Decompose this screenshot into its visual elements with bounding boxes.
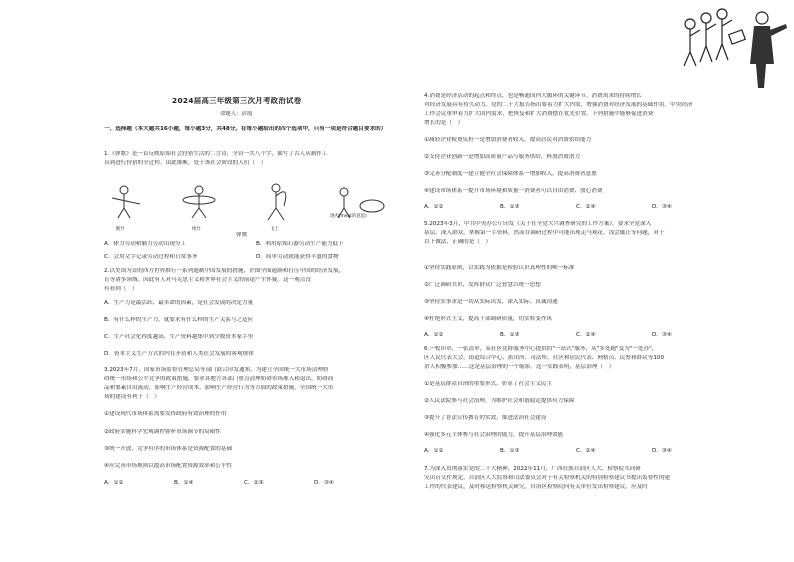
section-header: 一、选择题（本大题共16小题，每小题3分，共48分。在每小题给出的四个选项中，只有一项是符合题目要求的） — [104, 126, 387, 132]
q5-statement: ④杜绝形式主义，提高干部调研质量，切实转变作风 — [424, 316, 553, 322]
q5-stem-line: 以下做法，正确的是（ ） — [424, 239, 492, 245]
q6-stem-line: 余人积极参加……这是基层治理的一个缩影。这一实践表明，基层治理（ ） — [424, 364, 615, 370]
q3-statement: ①建设现代市场体系需要发挥政府有效治理的作用 — [104, 411, 227, 417]
q4-statement: ①减轻企业税费负担一是增加消费者收入，提高居民对消费供给能力 — [424, 137, 592, 143]
q3-statement: ④应完善市场规则以提高市场配置资源效率和公平性 — [104, 463, 233, 469]
q1-option[interactable]: C．会用文字记录劳动过程和日常事务 — [104, 254, 198, 260]
q3-stem-line: 碍统一市场和公平竞争的政策措施，要求各地方各部门重点清理妨碍市场准入和退出、妨碍商 — [104, 376, 334, 382]
q1-option[interactable]: D．简单劳动就能获得丰盛的食物 — [256, 254, 339, 260]
q5-statement: ①坚持实践原则，以实践为依据是检验认识真理性的唯一标准 — [424, 265, 575, 271]
figure-label: 飞土 — [270, 227, 279, 232]
figure-label: 断竹 — [116, 227, 125, 232]
q7-stem-line: 究出台文件规定，自治区人大监察和司法委员会对于有关检察机关的特别检察建议书提出监督性的建 — [424, 475, 671, 481]
q5-option[interactable]: D．③④ — [652, 332, 672, 338]
q4-statement: ②支持企业创新一是增加高质量产品与服务供给，释放消费潜力 — [424, 154, 581, 160]
q2-option[interactable]: A．生产力是最活跃、最革命的因素，是社会发展的决定力量 — [104, 300, 254, 306]
q6-option[interactable]: A．①② — [424, 448, 444, 454]
q1-stem-line: 具到进行狩猎的全过程。由此推断，处于该社会阶段的人们（ ） — [104, 160, 267, 166]
q4-statement: ④建设市场体系一提升市场环境和质量一消费者可以自由消费、放心消费 — [424, 188, 603, 194]
q5-stem-line: 基层、深入群众，掌握第一手资料。然而在调研过程中可能出现走马观花、浅尝辄止等问题，对于 — [424, 230, 665, 236]
q6-option[interactable]: D．③④ — [652, 448, 672, 454]
q1-stem-line: 1.《弹歌》是一首反映原始社会狩猎生活的二言诗，全诗一共八个字，描写了古人从制作工 — [104, 151, 328, 157]
q5-stem-line: 5.2023年3月，中共中央办公厅印发《关于在全党大兴调查研究的工作方案》，要求全党深入 — [424, 221, 652, 227]
q4-stem-line: 对经济发展具有持久动力。党的二十大报告指出要着力扩大内需，增强消费对经济发展的基础作用。中央经济 — [424, 102, 693, 108]
q4-option[interactable]: C．②④ — [576, 204, 596, 210]
q3-option[interactable]: D．③④ — [314, 480, 334, 486]
q5-statement: ③坚持实事求是一切从实际出发，深入实际、真诚沟通 — [424, 299, 558, 305]
q1-option[interactable]: A．体力劳动和脑力劳动出现分工 — [104, 241, 187, 247]
q3-stem-line: 品和要素自由流动，影响生产经营成本、影响生产经营行为等方面的政策措施。全国统一大市 — [104, 385, 334, 391]
q7-stem-line: 7.为深入贯彻落实党的二十大精神，2022年11月，广西壮族自治区人大、检察院共同研 — [424, 466, 641, 472]
figure-label: 逐肉(meat的意思) — [330, 214, 367, 219]
q2-stem-line: 育等诸多领域。因此有人对马克思主义和世界社会主义的前途产生怀疑。这一观点没 — [104, 277, 311, 283]
q4-statement: ③完善分配制度一建立健全社会保障体系一增加收入，提高消费者意愿 — [424, 171, 597, 177]
exam-author: 命题人：彭霞 — [220, 111, 253, 117]
exam-title: 2024届高三年级第三次月考政治试卷 — [172, 97, 302, 104]
q3-option[interactable]: A．①② — [104, 480, 124, 486]
q5-option[interactable]: C．②④ — [576, 332, 596, 338]
q4-stem-line: 4.消费是经济活动的起点和终点，也是畅通国内大循环的关键环节。消费需求的持续增长 — [424, 93, 642, 99]
q2-option[interactable]: D．资本主义生产方式的内在矛盾和人类社会发展的客观规律 — [104, 351, 254, 357]
q3-statement: ②政府实施科学宏观调控弥补市场调节的局限性 — [104, 429, 221, 435]
q4-stem-line: 工作会议重申着力扩大国内需求，把恢复和扩大消费摆在优先位置。下列措施中能够促进消费 — [424, 111, 654, 117]
q3-statement: ③统一开放、竞争有序的市场体系是资源配置的基础 — [104, 446, 233, 452]
q2-stem-line: 2.以美国为首的西方世界推行一系列遏制中国发展的措施，企图全面遏制和打压中国的经济发展， — [104, 268, 345, 274]
q3-option[interactable]: C．②③ — [244, 480, 264, 486]
q2-option[interactable]: B．有什么样的生产力，就要求有什么样的生产关系与之适应 — [104, 317, 254, 323]
figure-label: 续竹 — [192, 227, 201, 232]
q5-option[interactable]: B．①③ — [500, 332, 520, 338]
q6-statement: ③提升了普法宣传教育的实效，推进法治社会建设 — [424, 415, 547, 421]
q4-option[interactable]: D．③④ — [652, 204, 672, 210]
q4-stem-line: 增长的是（ ） — [424, 120, 464, 126]
q3-stem-line: 场的建设有利于（ ） — [104, 394, 160, 400]
cartoon-people-illustration — [670, 4, 794, 92]
q3-stem-line: 3.2023年7月，国家市场监督管理总局等部门联合印发通知，为建立全国统一大市场清理妨 — [104, 367, 329, 373]
q6-stem-line: 区人民代表大会、街道综合中心、派出所、司法所、社区和居民代表、网格员、民警和群众等100 — [424, 355, 665, 361]
q1-option[interactable]: B．利用原始石器劳动生产能力低下 — [256, 241, 344, 247]
q6-option[interactable]: C．②④ — [576, 448, 596, 454]
q6-statement: ①是基层群众自治的重要形式，彰显了社会主义民主 — [424, 381, 553, 387]
q4-option[interactable]: A．①② — [424, 204, 444, 210]
q2-stem-line: 有看到（ ） — [104, 286, 138, 292]
q3-option[interactable]: B．①④ — [174, 480, 194, 486]
q6-statement: ④强化多元主体参与社会治理的能力，提升基层治理效能 — [424, 432, 564, 438]
q4-option[interactable]: B．①③ — [500, 204, 520, 210]
q2-option[interactable]: C．生产社会化程度越高，生产资料越集中到少数资本家手里 — [104, 334, 254, 340]
q7-stem-line: 工作的代表建议，及时移送检察机关研究。自治区检察院向有关单位发出检察建议，应及时 — [424, 484, 648, 490]
figure-caption: 弹歌 — [236, 232, 248, 238]
q5-statement: ②广泛调研共识，发挥群众广泛智慧以统一思想 — [424, 282, 541, 288]
q6-statement: ②人民法院参与社会治理，为维护社会和谐稳定提供有力保障 — [424, 398, 575, 404]
q6-option[interactable]: B．①③ — [500, 448, 520, 454]
q6-stem-line: 6.一枚印章，一张清单，某社区党群服务中心提供的"一站式"服务，从"多处跑"变为"一处办"， — [424, 346, 658, 352]
q5-option[interactable]: A．①② — [424, 332, 444, 338]
